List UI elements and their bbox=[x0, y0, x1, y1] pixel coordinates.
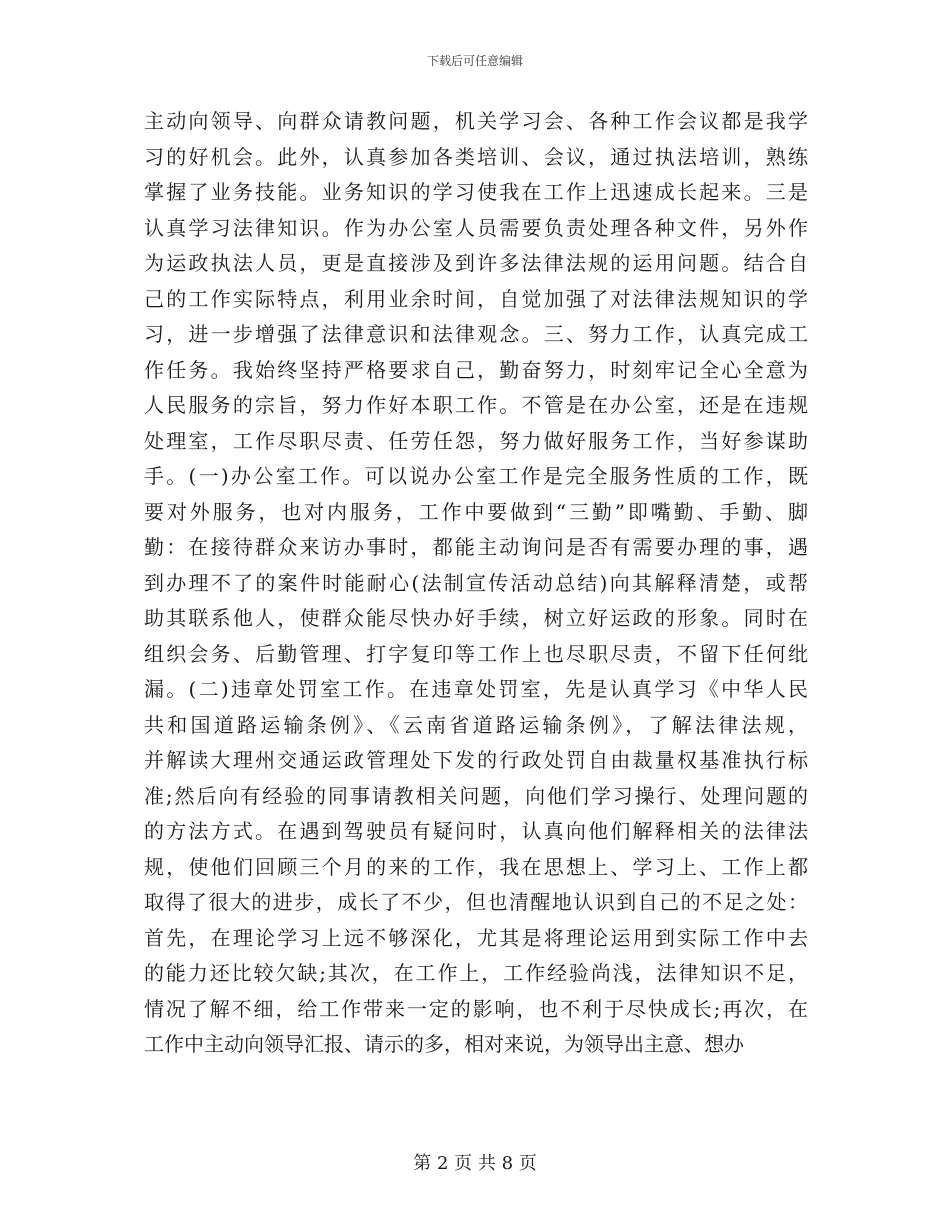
text-line: 情况了解不细，给工作带来一定的影响，也不利于尽快成长;再次，在 bbox=[144, 996, 808, 1021]
text-line: 助其联系他人，使群众能尽快办好手续，树立好运政的形象。同时在 bbox=[144, 606, 808, 630]
text-line: 到办理不了的案件时能耐心(法制宣传活动总结)向其解释清楚，或帮 bbox=[144, 570, 808, 595]
text-line: 处理室，工作尽职尽责、任劳任怨，努力做好服务工作，当好参谋助 bbox=[144, 428, 808, 453]
text-line: 人民服务的宗旨，努力作好本职工作。不管是在办公室，还是在违规 bbox=[144, 393, 808, 417]
text-line: 规，使他们回顾三个月的来的工作，我在思想上、学习上、工作上都 bbox=[144, 854, 808, 879]
text-line: 漏。(二)违章处罚室工作。在违章处罚室，先是认真学习《中华人民 bbox=[144, 677, 808, 701]
page-number-footer: 第 2 页 共 8 页 bbox=[413, 1153, 537, 1174]
text-line: 组织会务、后勤管理、打字复印等工作上也尽职尽责，不留下任何纰 bbox=[144, 641, 808, 666]
text-line: 并解读大理州交通运政管理处下发的行政处罚自由裁量权基准执行标 bbox=[144, 748, 808, 772]
text-line: 要对外服务，也对内服务，工作中要做到“三勤”即嘴勤、手勤、脚 bbox=[144, 499, 808, 524]
page-header: 下载后可任意编辑 bbox=[426, 54, 523, 68]
text-line: 习，进一步增强了法律意识和法律观念。三、努力工作，认真完成工 bbox=[144, 322, 808, 346]
text-line: 为运政执法人员，更是直接涉及到许多法律法规的运用问题。结合自 bbox=[144, 251, 808, 275]
text-line: 的能力还比较欠缺;其次，在工作上，工作经验尚浅，法律知识不足， bbox=[144, 961, 808, 985]
text-line: 的方法方式。在遇到驾驶员有疑问时，认真向他们解释相关的法律法 bbox=[144, 819, 808, 843]
text-line: 共和国道路运输条例》、《云南省道路运输条例》，了解法律法规， bbox=[144, 712, 808, 737]
text-line: 掌握了业务技能。业务知识的学习使我在工作上迅速成长起来。三是 bbox=[144, 180, 808, 204]
text-line: 认真学习法律知识。作为办公室人员需要负责处理各种文件，另外作 bbox=[144, 215, 808, 240]
text-line: 取得了很大的进步，成长了不少，但也清醒地认识到自己的不足之处： bbox=[144, 890, 808, 914]
text-line: 习的好机会。此外，认真参加各类培训、会议，通过执法培训，熟练 bbox=[144, 144, 808, 169]
text-line: 手。(一)办公室工作。可以说办公室工作是完全服务性质的工作，既 bbox=[144, 464, 808, 488]
text-line: 己的工作实际特点，利用业余时间，自觉加强了对法律法规知识的学 bbox=[144, 286, 808, 311]
text-line: 主动向领导、向群众请教问题，机关学习会、各种工作会议都是我学 bbox=[144, 109, 808, 133]
text-line: 准;然后向有经验的同事请教相关问题，向他们学习操行、处理问题的 bbox=[144, 783, 808, 808]
body-paragraph bbox=[144, 104, 808, 1063]
text-line: 工作中主动向领导汇报、请示的多，相对来说，为领导出主意、想办 bbox=[144, 1032, 744, 1056]
text-line: 勤：在接待群众来访办事时，都能主动询问是否有需要办理的事，遇 bbox=[144, 535, 808, 559]
text-line: 作任务。我始终坚持严格要求自己，勤奋努力，时刻牢记全心全意为 bbox=[144, 357, 808, 382]
text-line: 首先，在理论学习上远不够深化，尤其是将理论运用到实际工作中去 bbox=[144, 925, 808, 950]
